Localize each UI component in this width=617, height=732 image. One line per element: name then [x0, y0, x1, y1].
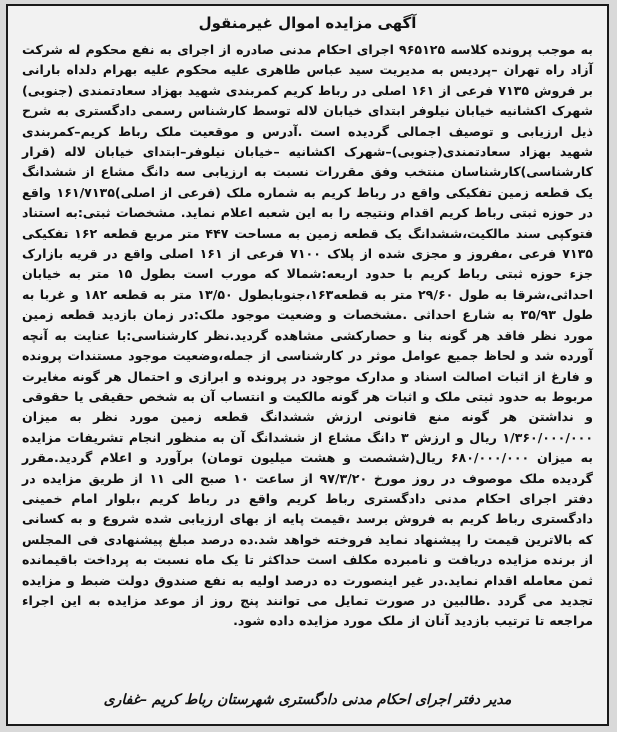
notice-body: به موجب پرونده کلاسه ۹۶۵۱۲۵ اجرای احکام مدنی صادره از اجرای به نفع محکوم له شرکت آزاد راه تهران –پردیس به مدیریت سید عباس طاهری علیه محکوم علیه بهرام دلداه بارانی بر فروش ۷۱۳۵ فرعی از ۱۶۱ اصلی در رباط کریم کمربندی شهید بهزاد سعادتمندی (جنوبی) شهرک اکشانیه خیابان نیلوفر ابتدای خیابان لاله توسط کارشناس رسمی دادگستری به شرح ذیل ارزیابی و توصیف اجمالی گردیده است .آدرس و موقعیت ملک رباط کریم–کمربندی شهید بهزاد سعادتمندی(جنوبی)–شهرک اکشانیه –خیابان نیلوفر–ابتدای خیابان لاله (قرار کارشناسی)کارشناسان منتخب وفق مقررات نسبت به ارزیابی سه دانگ مشاع از ششدانگ یک قطعه زمین تفکیکی واقع در رباط کریم به شماره ملک (فرعی از اصلی)۱۶۱/۷۱۳۵ واقع در حوزه ثبتی رباط کریم اقدام ونتیجه را به این شعبه اعلام نماید. مشخصات ثبتی:به استناد فتوکپی سند مالکیت،ششدانگ یک قطعه زمین به مساحت ۴۴۷ متر مربع قطعه ۱۶۲ تفکیکی ۷۱۳۵ فرعی ،مفروز و مجزی شده از پلاک ۷۱۰۰ فرعی از ۱۶۱ اصلی واقع در قریه بازارک جزء حوزه ثبتی رباط کریم با حدود اربعه:شمالا که مورب است بطول ۱۵ متر به خیابان احداثی،شرقا به طول ۲۹/۶۰ متر به قطعه۱۶۳،جنوبابطول ۱۳/۵۰ متر به قطعه ۱۸۲ و غربا به طول ۳۵/۹۳ به شارع احداثی .مشخصات و وضعیت موجود ملک:در زمان بازدید قطعه زمین مورد نظر فاقد هر گونه بنا و حصارکشی مشاهده گردید.نظر کارشناسی:با عنایت به آنچه آورده شد و لحاظ جمیع عوامل موثر در کارشناسی از جمله،وضعیت موجود مستندات پرونده و فارغ از اثبات اصالت اسناد و مدارک موجود در پرونده و ابرازی و احتمال هر گونه مغایرت مربوط به حدود ثبتی ملک و اثبات هر گونه مالکیت و انتساب آن به شخص حقیقی یا حقوقی و نداشتن هر گونه منع قانونی ارزش ششدانگ قطعه زمین مورد نظر به میزان ۱/۳۶۰/۰۰۰/۰۰۰ ریال و ارزش ۳ دانگ مشاع از ششدانگ آن به منظور انجام تشریفات مزایده به میزان ۶۸۰/۰۰۰/۰۰۰ ریال(ششصت و هشت میلیون تومان) برآورد و اعلام گردید.مقرر گردیده ملک موصوف در روز مورخ ۹۷/۳/۲۰ از ساعت ۱۰ صبح الی ۱۱ از طریق مزایده در دفتر اجرای احکام مدنی دادگستری رباط کریم واقع در رباط کریم ،بلوار امام خمینی دادگستری رباط کریم به فروش برسد ،قیمت پایه از بهای ارزیابی شده شروع و به کسانی که بالاترین قیمت را پیشنهاد نماید فروخته خواهد شد.ده درصد مبلغ پیشنهادی فی المجلس از برنده مزایده دریافت و نامبرده مکلف است حداکثر تا یک ماه نسبت به پرداخت باقیمانده ثمن معامله اقدام نماید.در غیر اینصورت ده درصد اولیه به نفع صندوق دولت ضبط و مزایده تجدید می گردد .طالبین در صورت تمایل می توانند پنج روز از موعد مزایده به این اجراء مراجعه تا ترتیب بازدید آنان از ملک مورد مزایده داده شود. [22, 42, 594, 629]
notice-title: آگهی مزایده اموال غیرمنقول [198, 14, 417, 32]
notice-signature: مدیر دفتر اجرای احکام مدنی دادگستری شهرستان رباط کریم –غفاری [103, 692, 512, 708]
auction-notice [6, 4, 609, 726]
